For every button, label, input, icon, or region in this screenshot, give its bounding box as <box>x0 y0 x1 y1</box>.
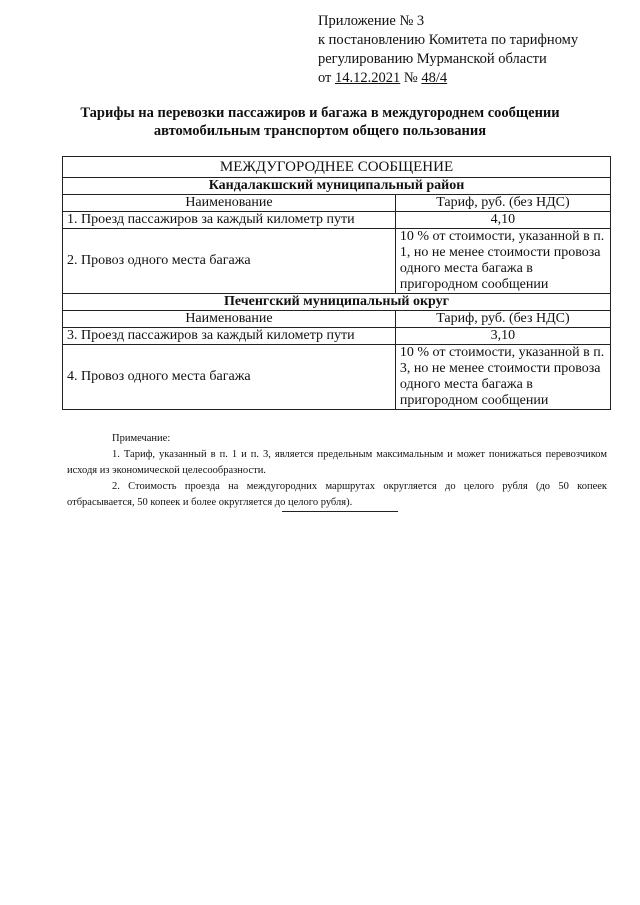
passenger-label: 1. Проезд пассажиров за каждый километр пути <box>63 212 396 229</box>
note-item: 1. Тариф, указанный в п. 1 и п. 3, является предельным максимальным и может понижаться перевозчиком исходя из экономической целесообразности. <box>67 449 607 476</box>
column-header-name: Наименование <box>63 195 396 212</box>
section-header: МЕЖДУГОРОДНЕЕ СООБЩЕНИЕ <box>63 157 611 178</box>
note-item: 2. Стоимость проезда на междугородних маршрутах округляется до целого рубля (до 50 копеек отбрасывается, 50 копеек и более округляется до целого рубля). <box>67 481 607 508</box>
number-prefix: № <box>400 70 422 86</box>
passenger-tariff: 3,10 <box>395 328 610 345</box>
table-row <box>63 328 611 345</box>
document-title <box>40 104 600 140</box>
column-header-tariff: Тариф, руб. (без НДС) <box>395 311 610 328</box>
document-header <box>318 12 628 88</box>
district-name: Кандалакшский муниципальный район <box>63 178 611 195</box>
resolution-date-line <box>318 69 628 88</box>
baggage-label: 2. Провоз одного места багажа <box>63 229 396 294</box>
resolution-reference: к постановлению Комитета по тарифному <box>318 32 579 48</box>
date-prefix: от <box>318 70 336 86</box>
district-name: Печенгский муниципальный округ <box>63 294 611 311</box>
table-row <box>63 212 611 229</box>
appendix-number: Приложение № 3 <box>318 13 425 29</box>
passenger-label: 3. Проезд пассажиров за каждый километр пути <box>63 328 396 345</box>
notes-section <box>67 431 607 511</box>
column-header-tariff: Тариф, руб. (без НДС) <box>395 195 610 212</box>
passenger-tariff: 4,10 <box>395 212 610 229</box>
tariff-table <box>62 156 611 410</box>
closing-divider <box>282 511 398 512</box>
resolution-number: 48/4 <box>421 70 448 86</box>
table-row <box>63 229 611 294</box>
baggage-tariff: 10 % от стоимости, указанной в п. 1, но не менее стоимости провоза одного места багажа в пригородном сообщении <box>395 229 610 294</box>
baggage-label: 4. Провоз одного места багажа <box>63 345 396 410</box>
title-line-2: автомобильным транспортом общего пользования <box>153 123 487 139</box>
notes-heading: Примечание: <box>112 433 171 444</box>
issuing-authority: регулированию Мурманской области <box>318 51 547 67</box>
table-row <box>63 345 611 410</box>
title-line-1: Тарифы на перевозки пассажиров и багажа в междугороднем сообщении <box>80 105 560 121</box>
baggage-tariff: 10 % от стоимости, указанной в п. 3, но не менее стоимости провоза одного места багажа в пригородном сообщении <box>395 345 610 410</box>
column-header-name: Наименование <box>63 311 396 328</box>
resolution-date: 14.12.2021 <box>335 70 401 86</box>
